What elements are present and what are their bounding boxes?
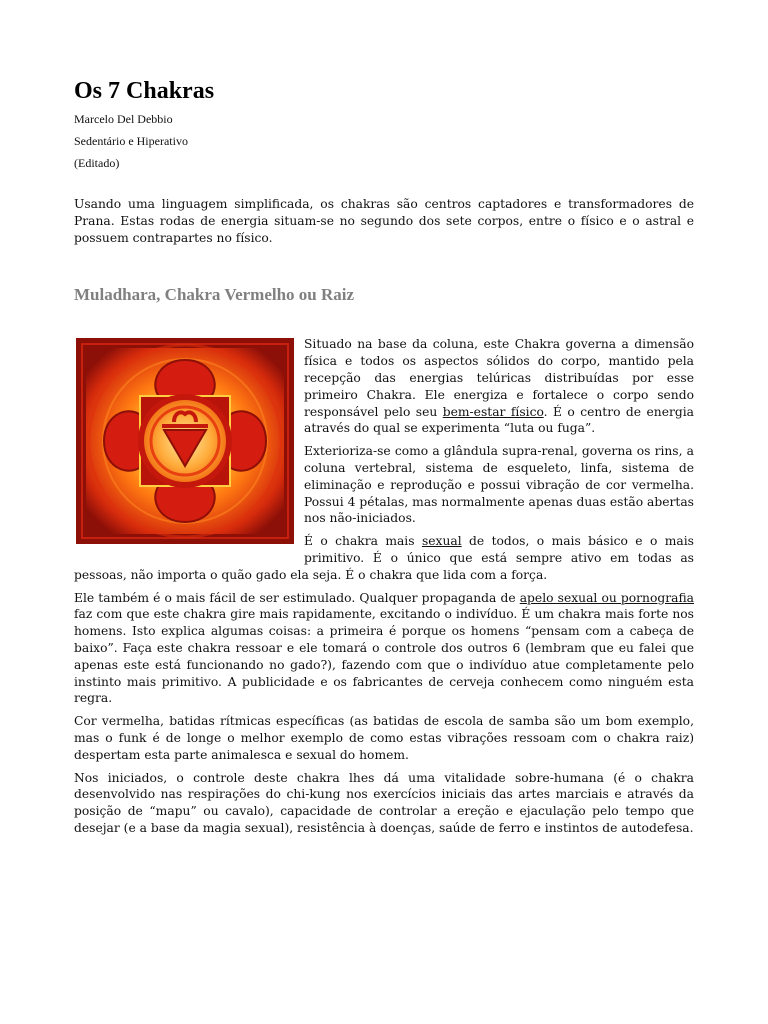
author-name: Marcelo Del Debbio xyxy=(74,112,173,126)
paragraph-sexual-text-end: de todos, o mais básico e o mais primitivo. É o único que está sempre ativo em todas as pessoas, não importa o quão gado ela seja. É o chakra que lida com a força. xyxy=(74,534,694,582)
paragraph-location-text-end: . É o centro de energia através do qual se experimenta “luta ou fuga”. xyxy=(304,404,694,436)
paragraph-sexual-text: É o chakra mais xyxy=(304,534,422,549)
paragraph-location-text: Situado na base da coluna, este Chakra governa a dimensão física e todos os aspectos sólidos do corpo, mantido pela recepção das energias telúricas distribuídas por esse primeiro Chakra. Ele energiza e fortalece o corpo sendo responsável pelo seu xyxy=(304,337,694,419)
paragraph-stimulus-text: Ele também é o mais fácil de ser estimulado. Qualquer propaganda de xyxy=(74,590,520,605)
bem-estar-fisico-link[interactable]: bem-estar físico xyxy=(442,404,544,419)
paragraph-stimulus-text-end: faz com que este chakra gire mais rapidamente, excitando o indivíduo. É um chakra mais forte nos homens. Isto explica algumas coisas: a primeira é porque os homens “pensam com a cabeça de baixo”. Faça este chakra ressoar e ele tomará o controle dos outros 6 (lembram que eu falei que apenas este está funcionando no gado?), fazendo com que o indivíduo atue completamente pelo instinto mais primitivo. A publicidade e os fabricantes de cerveja conhecem como ninguém esta regra. xyxy=(74,607,694,706)
paragraph-rhythm: Cor vermelha, batidas rítmicas específicas (as batidas de escola de samba são um bom exemplo, mas o funk é de longe o melhor exemplo de como estas vibrações ressoam com o chakra raiz) despertam esta parte animalesca e sexual do homem. xyxy=(74,714,694,762)
apelo-sexual-link[interactable]: apelo sexual ou pornografia xyxy=(519,590,694,605)
paragraph-gland: Exterioriza-se como a glândula supra-renal, governa os rins, a coluna vertebral, sistema de esqueleto, linfa, sistema de eliminação e reprodução e possui vibração de cor vermelha. Possui 4 pétalas, mas normalmente apenas duas estão abertas nos não-iniciados. xyxy=(304,444,694,526)
document-title: Os 7 Chakras xyxy=(74,78,215,104)
muladhara-chakra-icon xyxy=(76,338,294,544)
paragraph-stimulus xyxy=(74,590,694,708)
document-page xyxy=(74,0,694,843)
section-body xyxy=(74,336,694,836)
intro-paragraph: Usando uma linguagem simplificada, os chakras são centros captadores e transformadores de Prana. Estas rodas de energia situam-se no segundo dos sete corpos, entre o físico e o astral e possuem contrapartes no físico. xyxy=(74,197,694,245)
section-heading: Muladhara, Chakra Vermelho ou Raiz xyxy=(74,285,355,305)
edited-note: (Editado) xyxy=(74,156,120,170)
document-subtitle: Sedentário e Hiperativo xyxy=(74,134,188,148)
paragraph-initiates: Nos iniciados, o controle deste chakra lhes dá uma vitalidade sobre-humana (é o chakra desenvolvido nas respirações do chi-kung nos exercícios iniciais das artes marciais e através da posição de “mapu” ou cavalo), capacidade de controlar a ereção e ejaculação pelo tempo que desejar (e a base da magia sexual), resistência à doenças, saúde de ferro e instintos de autodefesa. xyxy=(74,770,694,835)
sexual-link[interactable]: sexual xyxy=(421,534,462,549)
chakra-image xyxy=(76,338,294,544)
